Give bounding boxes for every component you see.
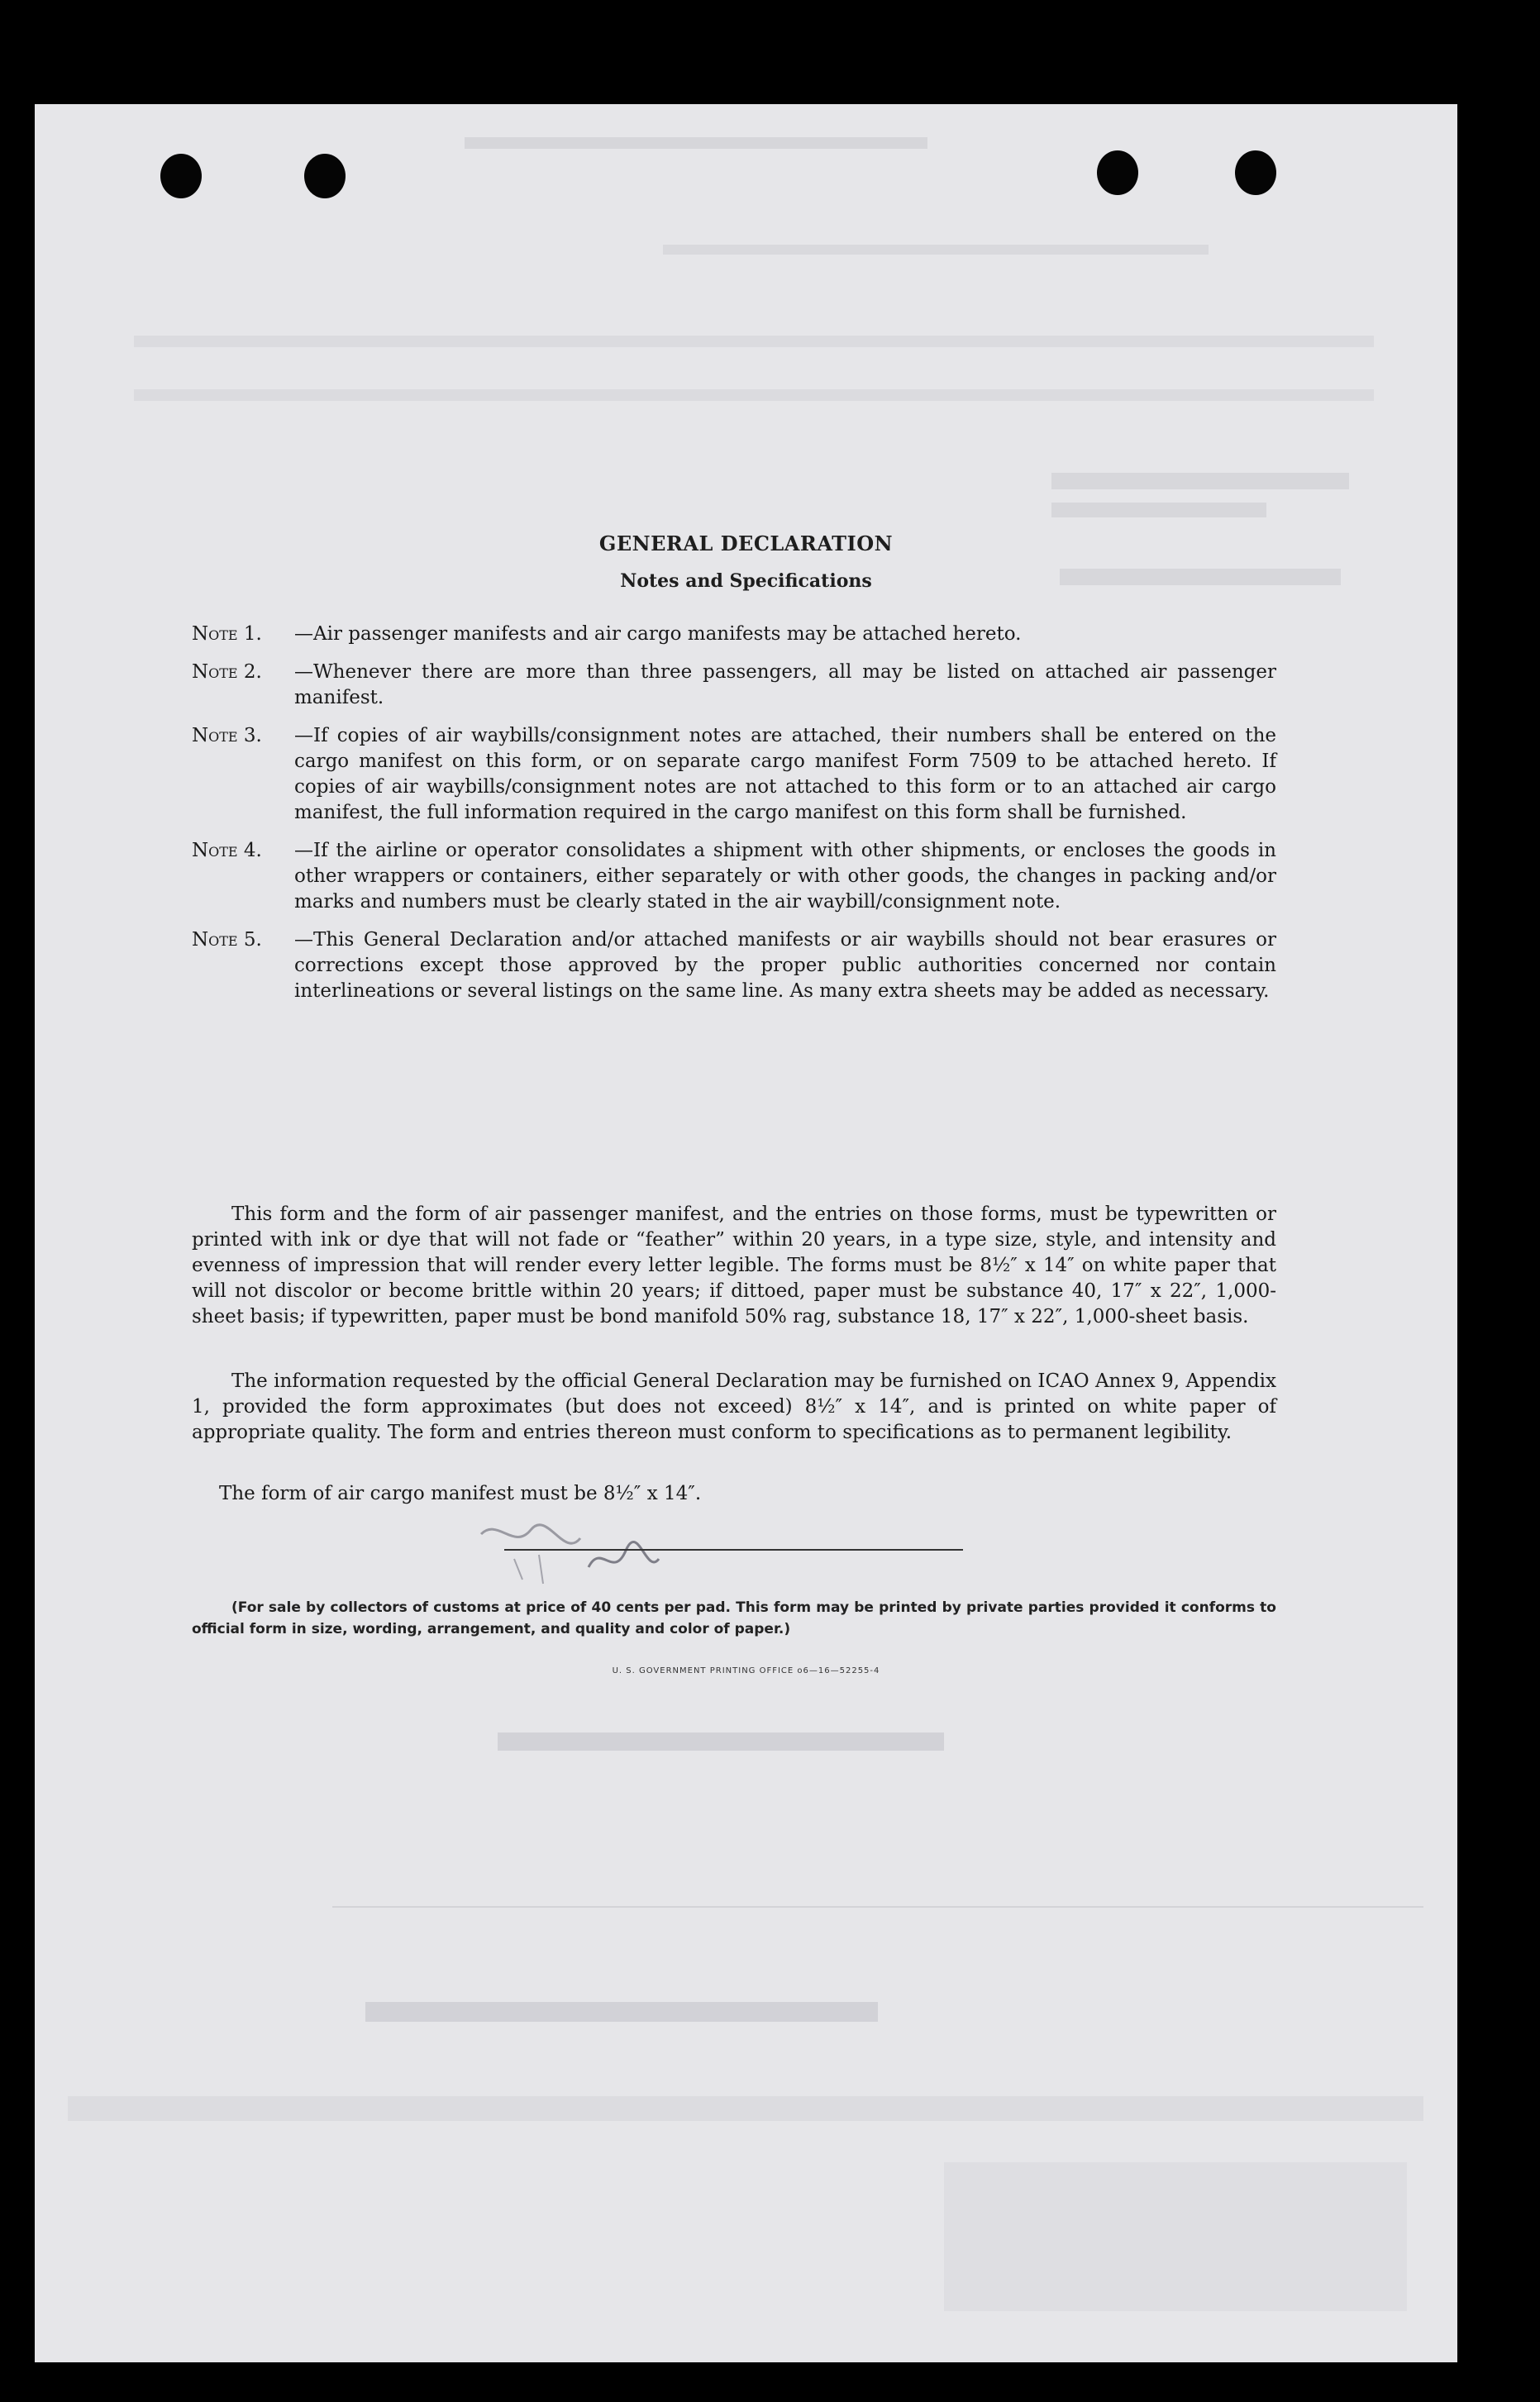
- page-title: GENERAL DECLARATION: [598, 531, 894, 555]
- note-label: Note 2.: [192, 661, 262, 683]
- page-subtitle: Notes and Specifications: [620, 570, 872, 592]
- punch-hole: [160, 154, 202, 198]
- note-item: [192, 838, 1276, 915]
- note-text: —If the airline or operator consolidates a shipment with other shipments, or encloses the goods in other wrappers or containers, either separately or with other goods, the changes in packing and/or marks and numbers must be clearly stated in the air waybill/consignment note.: [294, 840, 1276, 913]
- note-text: —If copies of air waybills/consignment notes are attached, their numbers shall be entered on the cargo manifest on this form, or on separate cargo manifest Form 7509 to be attached hereto. If copies of air waybills/consignment notes are not attached to this form or to an attached air cargo manifest, the full information required in the cargo manifest on this form shall be furnished.: [294, 725, 1276, 823]
- bleed-through-band: [134, 336, 1374, 347]
- icao-paragraph: The information requested by the official General Declaration may be furnished on ICAO Annex 9, Appendix 1, provided the form approximates (but does not exceed) 8½″ x 14″, and is printed on white paper of appropriate quality. The form and entries thereon must conform to specifications as to permanent legibility.: [192, 1370, 1276, 1443]
- bleed-through-band: [332, 1906, 1423, 1908]
- bleed-through-band: [663, 245, 1209, 255]
- handwritten-mark: [465, 1501, 671, 1600]
- bleed-through-band: [465, 137, 927, 149]
- sale-note: (For sale by collectors of customs at price of 40 cents per pad. This form may be printed by private parties provided it conforms to official form in size, wording, arrangement, and quality and color of paper.): [192, 1599, 1276, 1637]
- note-text: —Air passenger manifests and air cargo manifests may be attached hereto.: [294, 623, 1022, 645]
- bleed-through-band: [134, 389, 1374, 401]
- punch-hole: [1235, 150, 1276, 195]
- notes-list: [192, 622, 1276, 1017]
- bleed-through-band: [1051, 503, 1266, 517]
- printing-office-imprint: U. S. GOVERNMENT PRINTING OFFICE o6—16—52255-4: [612, 1666, 880, 1675]
- note-item: [192, 927, 1276, 1004]
- note-label: Note 5.: [192, 929, 262, 951]
- note-label: Note 1.: [192, 623, 262, 645]
- cargo-manifest-size-paragraph: The form of air cargo manifest must be 8½″ x 14″.: [219, 1483, 702, 1504]
- document-page: [35, 104, 1457, 2362]
- note-text: —Whenever there are more than three passengers, all may be listed on attached air passenger manifest.: [294, 661, 1276, 708]
- legibility-paragraph: This form and the form of air passenger manifest, and the entries on those forms, must be typewritten or printed with ink or dye that will not fade or “feather” within 20 years, in a type size, style, and intensity and evenness of impression that will render every letter legible. The forms must be 8½″ x 14″ on white paper that will not discolor or become brittle within 20 years; if dittoed, paper must be substance 40, 17″ x 22″, 1,000-sheet basis; if typewritten, paper must be bond manifold 50% rag, substance 18, 17″ x 22″, 1,000-sheet basis.: [192, 1203, 1276, 1327]
- punch-hole: [1097, 150, 1138, 195]
- bleed-through-band: [1051, 473, 1349, 489]
- note-text: —This General Declaration and/or attached manifests or air waybills should not bear erasures or corrections except those approved by the proper public authorities concerned nor contain interlineations or several listings on the same line. As many extra sheets may be added as necessary.: [294, 929, 1276, 1002]
- bleed-through-band: [944, 2162, 1407, 2311]
- note-label: Note 3.: [192, 725, 262, 746]
- bleed-through-band: [498, 1732, 944, 1751]
- punch-hole: [304, 154, 346, 198]
- bleed-through-band: [68, 2096, 1423, 2121]
- bleed-through-band: [365, 2002, 878, 2022]
- note-item: [192, 660, 1276, 711]
- signature-line: [504, 1549, 963, 1551]
- note-item: [192, 622, 1276, 647]
- note-item: [192, 723, 1276, 826]
- note-label: Note 4.: [192, 840, 262, 861]
